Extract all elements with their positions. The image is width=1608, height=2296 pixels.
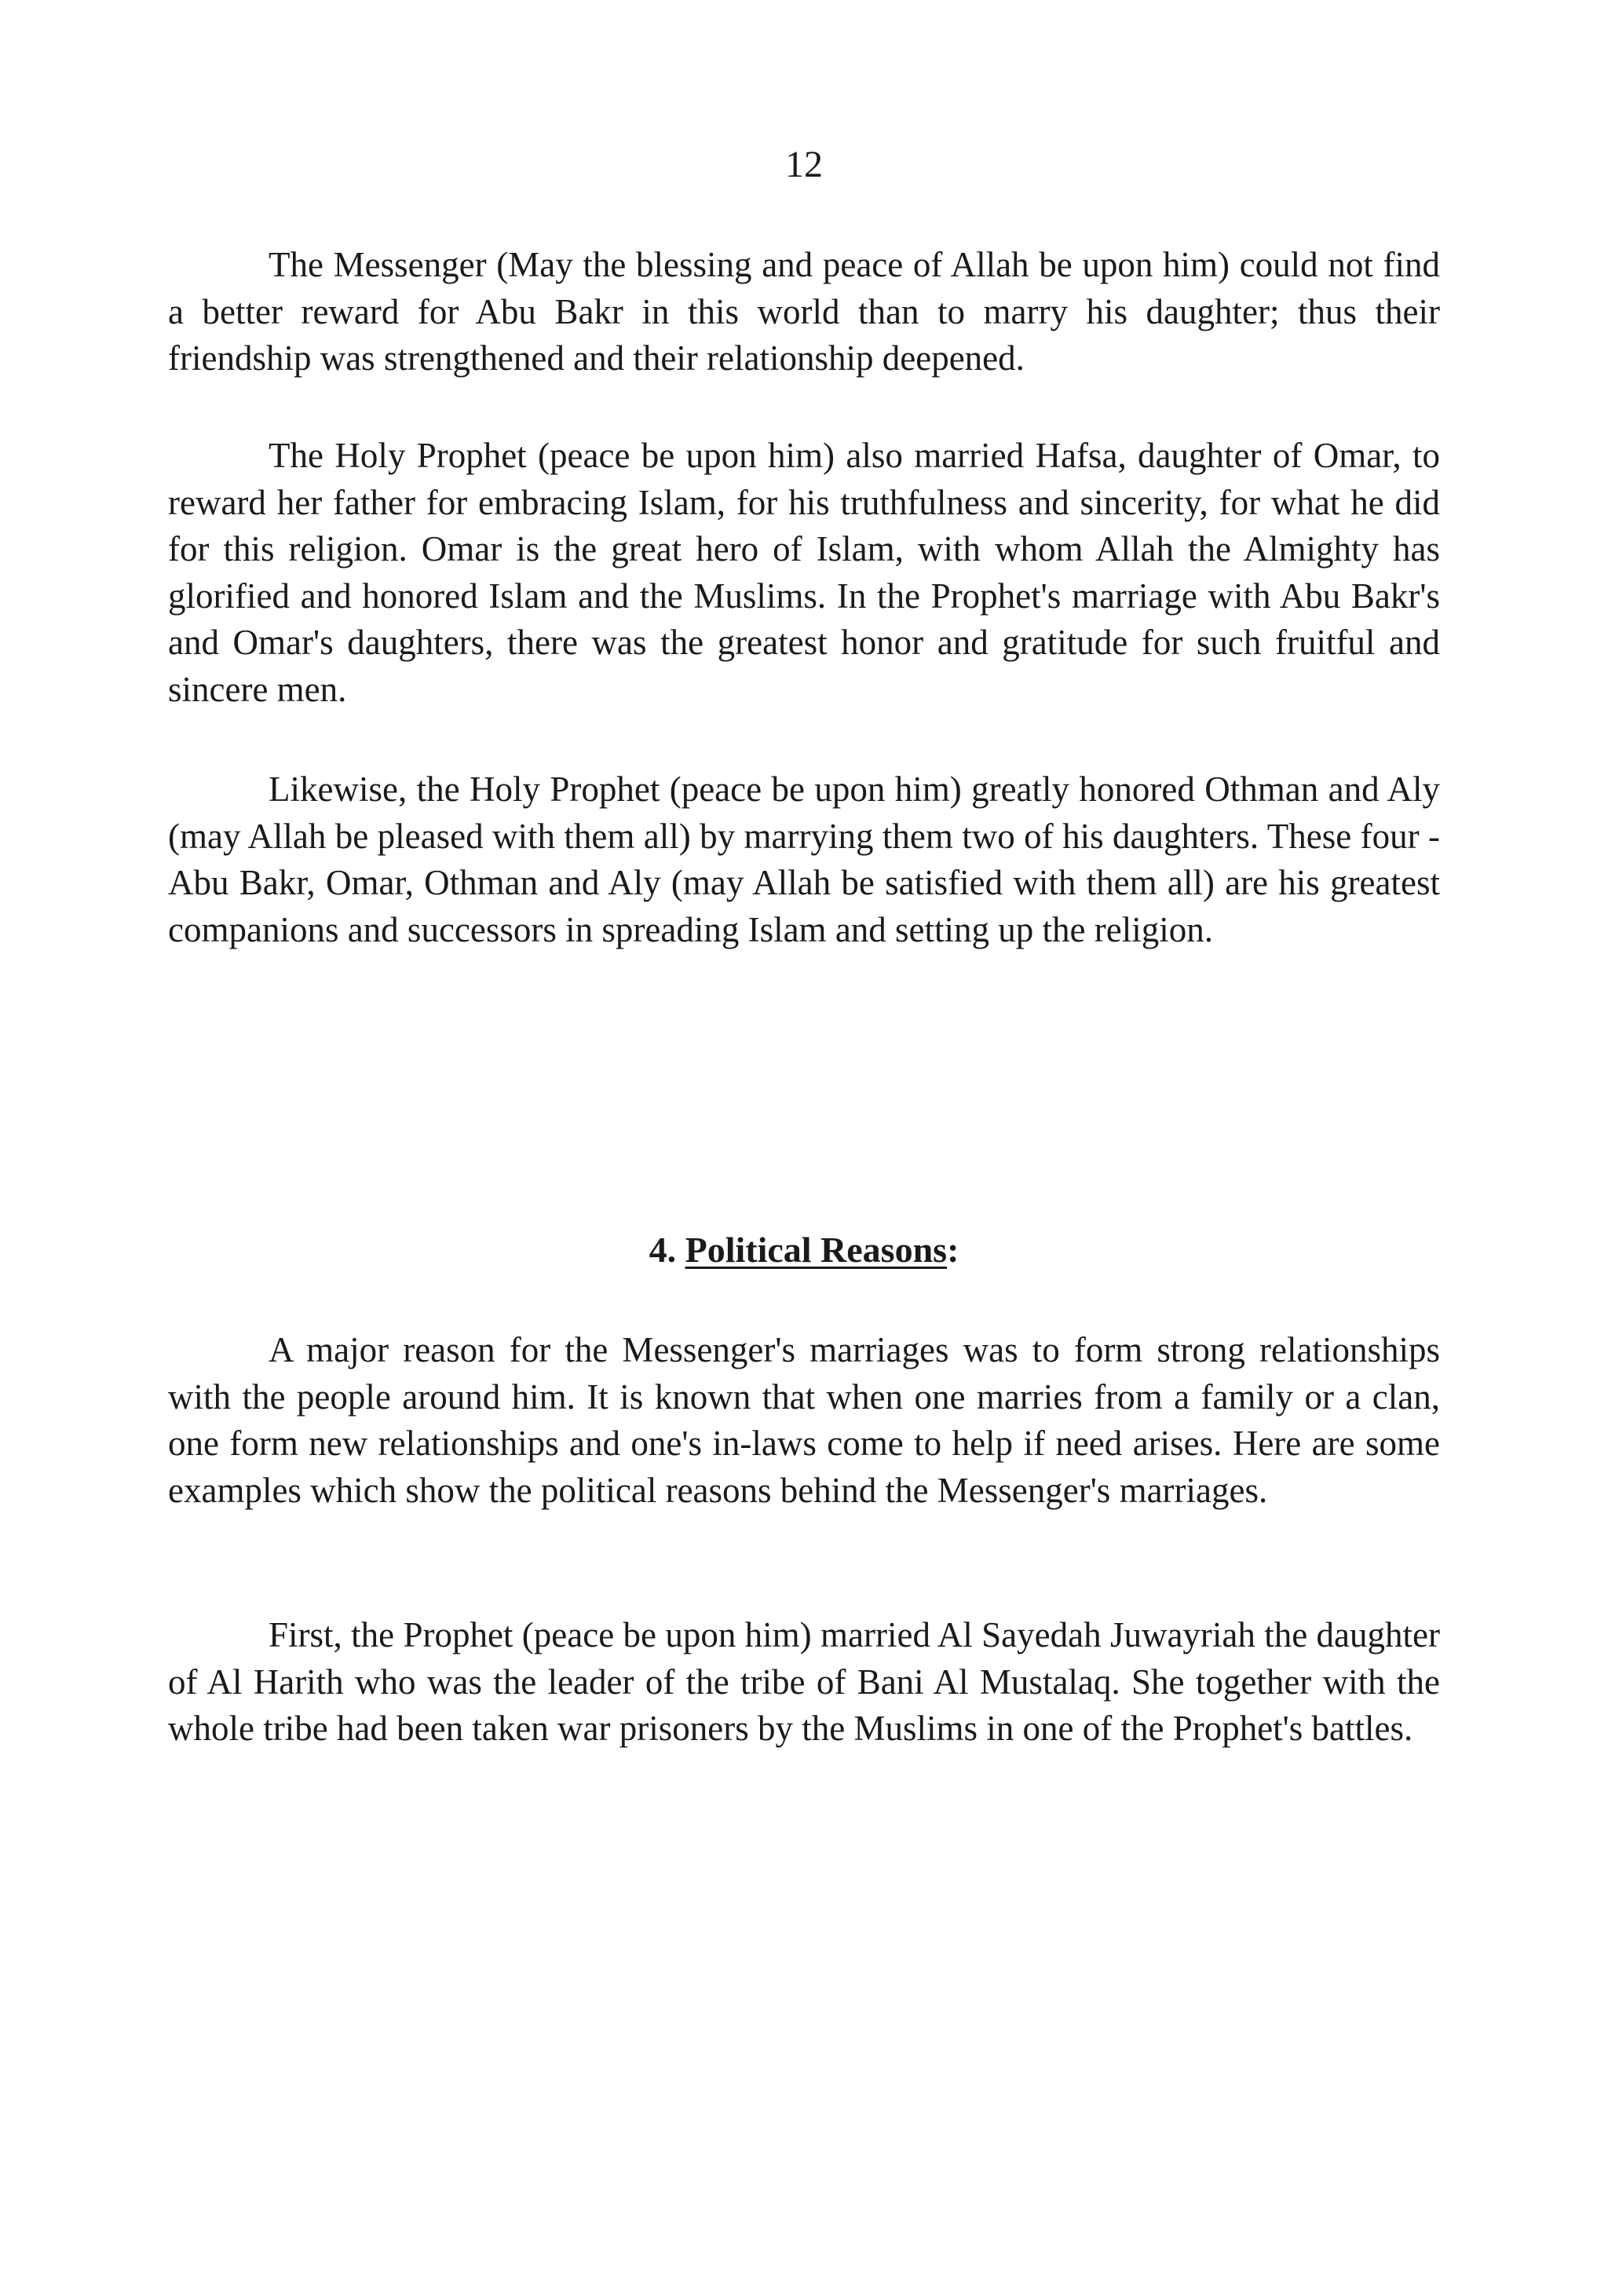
section-number: 4. — [649, 1230, 677, 1270]
paragraph-political-reasons: A major reason for the Messenger's marriages was to form strong relationships with the people around him. It is known that when one marries from a family or a clan, one form new relationships and one's in-laws come to help if need arises. Here are some examples which show the political reasons behind the Messenger's marriages. — [168, 1330, 1440, 1510]
paragraph-othman-aly: Likewise, the Holy Prophet (peace be upon him) greatly honored Othman and Aly (may Allah be pleased with them all) by marrying them two of his daughters. These four - Abu Bakr, Omar, Othman and Aly (may Allah be satisfied with them all) are his greatest companions and successors in spreading Islam and setting up the religion. — [168, 770, 1440, 949]
section-heading — [0, 1227, 1608, 1274]
page-number: 12 — [785, 144, 823, 185]
paragraph-juwayriah: First, the Prophet (peace be upon him) married Al Sayedah Juwayriah the daughter of Al Harith who was the leader of the tribe of Bani Al Mustalaq. She together with the whole tribe had been taken war prisoners by the Muslims in one of the Prophet's battles. — [168, 1615, 1440, 1748]
paragraph-hafsa-omar: The Holy Prophet (peace be upon him) also married Hafsa, daughter of Omar, to reward her father for embracing Islam, for his truthfulness and sincerity, for what he did for this religion. Omar is the great hero of Islam, with whom Allah the Almighty has glorified and honored Islam and the Muslims. In the Prophet's marriage with Abu Bakr's and Omar's daughters, there was the greatest honor and gratitude for such fruitful and sincere men. — [168, 436, 1440, 709]
section-title-colon: : — [947, 1230, 959, 1270]
section-title: Political Reasons — [685, 1230, 948, 1270]
paragraph-abu-bakr: The Messenger (May the blessing and peace of Allah be upon him) could not find a better reward for Abu Bakr in this world than to marry his daughter; thus their friendship was strengthened and their relationship deepened. — [168, 245, 1440, 378]
